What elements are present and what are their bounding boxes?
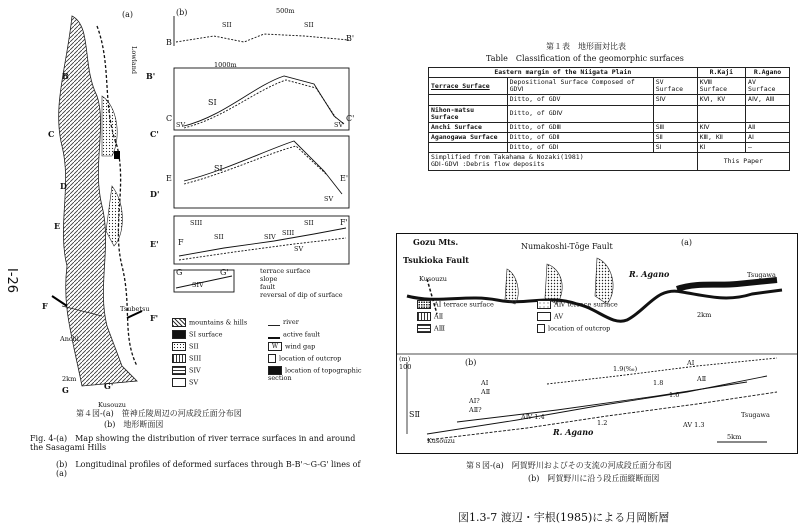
table-cell: Aganogawa Surface [429,132,508,142]
profiles-panel [164,6,355,299]
table-cell: SⅣ [653,95,697,105]
map-label-c: C [48,129,55,139]
legend-active-fault: active fault [283,330,320,339]
profile-b-right: B' [346,34,355,43]
table-cell: AⅣ, AⅢ [746,95,790,105]
map-label-e-prime: E' [150,239,159,249]
profile-f-mark-4: SIII [282,229,295,237]
table-cell: KⅥ, KV [697,95,745,105]
table-cell: AⅠ [746,132,790,142]
map-label-kusouzu: Kusouzu [98,401,126,409]
table-cell: AV Surface [746,78,790,95]
legend-wind-gap: wind gap [285,342,316,351]
map-label-f-prime: F' [150,313,159,323]
left-caption-en-1: Fig. 4-(a) Map showing the distribution of river terrace surfaces in and around the Sasagami Hills [30,434,356,453]
profile-e-bottom: SV [324,195,334,203]
profile-ai-top: AⅠ [481,379,489,387]
table-row [429,105,790,122]
scale-5km: 5km [727,433,742,441]
table-footer-left [429,153,698,170]
map-label-e: E [54,221,61,231]
gozu-label: Gozu Mts. [413,237,459,247]
profile-c-left: C [166,114,173,123]
table-header-cell: R.Kaji [697,68,745,78]
outcrop-icon [268,354,276,363]
legend-outcrop-r: location of outcrop [548,324,611,333]
legend-mountains: mountains & hills [189,318,248,327]
left-caption-jp-2: (b) 地形断面図 [104,420,164,429]
table-cell: Ditto, of GDⅣ [507,105,653,122]
legend-sii: SII [189,342,199,351]
profile-c-right: C' [346,114,355,123]
profile-b-mark-1: SII [222,21,232,29]
legend-siv: SIV [189,366,201,375]
profile-c-bottom-left: SV [176,121,186,129]
profile-e-right: E' [340,174,349,183]
table-cell: SⅠ [653,143,697,153]
terrace-map [42,6,162,409]
left-caption-en-2: (b) Longitudinal profiles of deformed surfaces through B-B'～G-G' lines of (a) [56,460,361,479]
legend-ai: AⅠ terrace surface [434,300,494,309]
map-legend [172,318,362,400]
profile-gradient-12: 1.2 [597,419,608,427]
outcrop-icon [537,324,545,333]
map-label-d-prime: D' [150,189,160,199]
profile-gradient-16: 1.6 [669,391,680,399]
profile-gradient-18: 1.8 [653,379,664,387]
table-cell [746,105,790,122]
table-cell: Ditto, of GDⅢ [507,122,653,132]
scale-2km: 2km [697,311,712,319]
grid-icon [417,324,431,333]
table-row [429,95,790,105]
table-header-row [429,68,790,78]
dots-icon [172,342,186,351]
profile-aiv: AⅣ 1.4 [521,413,545,421]
profile-c-mark: SI [208,98,217,107]
table-cell: KⅠ [697,143,745,153]
page-number: I-26 [4,268,19,294]
profile-scale-1000m: 1000m [214,61,237,69]
geomorphic-table [428,67,790,171]
profile-aii-right: AⅡ [697,375,707,383]
table-cell: AⅡ [746,122,790,132]
legend-river: river [283,318,299,326]
right-caption-jp-2: (b) 阿賀野川に沿う段丘面縦断面図 [528,474,660,483]
profile-scale-500m: 500m [276,7,295,15]
lines-icon [172,354,186,363]
profile-gradient-19: 1.9(‰) [613,365,638,373]
map-label-g-prime: G' [104,381,114,391]
si-icon [172,330,186,339]
table-footer-row [429,153,790,170]
table-row [429,143,790,153]
left-caption-jp-1: 第４図-(a) 笹神丘陵周辺の河成段丘面分布図 [76,409,242,418]
profile-100: 100 [399,363,412,371]
profile-legend-3: fault [260,283,276,291]
profile-e-mark: SI [214,164,223,173]
hatch-icon [172,318,186,327]
left-figure [26,6,376,416]
table-cell [653,105,697,122]
legend-siii: SIII [189,354,202,363]
table-cell [429,143,508,153]
table-cell: SⅡ [653,132,697,142]
profile-f-mark-6: SV [294,245,304,253]
table-header-cell: R.Agano [746,68,790,78]
map-label-g: G [62,385,69,395]
tsugawa-label-b: Tsugawa [741,411,770,419]
map-label-lowland: Lowland [130,46,139,75]
map-label-anchi: Anchi [60,335,79,343]
table-cell: Ditto, of GDV [507,95,653,105]
profile-legend-1: terrace surface [260,267,311,275]
dots-light-icon [537,300,551,309]
table-cell: SV Surface [653,78,697,95]
tsugawa-label-a: Tsugawa [747,271,776,279]
map-label-c-prime: C' [150,129,159,139]
profile-sii: SⅡ [409,410,420,419]
wind-gap-icon: W [268,342,282,351]
table-footer-right: This Paper [697,153,789,170]
tsukioka-label: Tsukioka Fault [403,255,469,265]
profile-e-left: E [166,174,172,183]
profile-f-left: F [178,238,184,247]
table-cell [429,95,508,105]
legend-aiii: AⅢ [434,324,445,333]
map-label-b: B [62,71,69,81]
profile-f-mark-3: SIV [264,233,276,241]
profile-legend-4: reversal of dip of surface [260,291,343,299]
profile-aii-q: AⅡ? [469,406,482,414]
map-label-d: D [60,181,67,191]
table-cell [697,105,745,122]
bottom-caption: 図1.3-7 渡辺・宇根(1985)による月岡断層 [458,511,670,524]
table-cell: Anchi Surface [429,122,508,132]
profile-g-right: G' [220,268,229,277]
fault-icon [268,330,280,339]
table-cell: Depositional Surface Composed of GDⅥ [507,78,653,95]
profile-ai-q: AⅠ? [469,397,480,405]
legend-si: SI surface [189,330,223,339]
agano-legend [417,300,677,350]
agano-label-b: R. Agano [553,427,594,437]
lines-icon [417,312,431,321]
table-cell: KⅧ Surface [697,78,745,95]
profile-g-left: G [176,268,183,277]
table-row [429,78,790,95]
kusouzu-label-a: Kusouzu [419,275,447,283]
profile-b-left: B [166,38,172,47]
map-panel-a-label: (a) [122,10,134,19]
legend-aiv: AⅣ terrace surface [554,300,618,309]
dots-dense-icon [417,300,431,309]
right-panel-a-label: (a) [681,238,693,247]
table-cell: KⅣ [697,122,745,132]
legend-aii: AⅡ [434,312,444,321]
map-label-b-prime: B' [146,71,156,81]
table-row [429,122,790,132]
profile-legend-2: slope [260,275,278,283]
river-icon [268,318,280,326]
legend-outcrop: location of outcrop [279,354,342,363]
legend-av: AV [554,312,564,321]
table-footer-left-2: GDⅠ-GDⅥ :Debris flow deposits [431,160,545,169]
table-cell: Ditto, of GDⅠ [507,143,653,153]
profile-c-bottom-right: SV [334,121,344,129]
table-row [429,132,790,142]
legend-section: location of topographic section [268,366,362,382]
profile-f-mark-1: SIII [190,219,203,227]
table-cell: Nihon-matsu Surface [429,105,508,122]
legend-sv: SV [189,378,199,387]
profile-f-right: F' [340,218,348,227]
kusouzu-label-b: Kusouzu [427,437,455,445]
table-cell: KⅢ, KⅡ [697,132,745,142]
profile-f-mark-5: SII [304,219,314,227]
profiles-drawing [164,6,354,296]
table-cell: Ditto, of GDⅡ [507,132,653,142]
profile-f-mark-2: SII [214,233,224,241]
blank-icon [537,312,551,321]
profile-av: AV 1.3 [683,421,705,429]
profile-b-mark-2: SII [304,21,314,29]
profile-g-mark: SIV [192,281,204,289]
table-title-jp: 第１表 地形面対比表 [546,42,626,51]
agano-label-a: R. Agano [629,269,670,279]
grid-icon [172,366,186,375]
map-scale-2km: 2km [62,375,77,383]
profiles-panel-b-label: (b) [176,8,188,17]
profile-unit: (m) [399,355,411,363]
map-label-f: F [42,301,48,311]
profile-aii-top: AⅡ [481,388,491,396]
right-caption-jp-1: 第８図-(a) 阿賀野川およびその支流の河成段丘面分布図 [466,461,672,470]
table-cell: – [746,143,790,153]
table-title-en: Table Classification of the geomorphic surfaces [486,54,684,63]
numakoshi-label: Numakoshi-Tōge Fault [521,242,613,251]
blank-icon [172,378,186,387]
right-figure [396,233,798,454]
map-label-tsubetsu: Tsubetsu [120,305,150,313]
table-cell: Terrace Surface [429,78,508,95]
profile-ai-right: AⅠ [687,359,695,367]
table-cell: SⅢ [653,122,697,132]
right-panel-b-label: (b) [465,358,477,367]
table-header-cell: Eastern margin of the Niigata Plain [429,68,698,78]
table-footer-left-1: Simplified from Takahama & Nozaki(1981) [431,153,584,162]
